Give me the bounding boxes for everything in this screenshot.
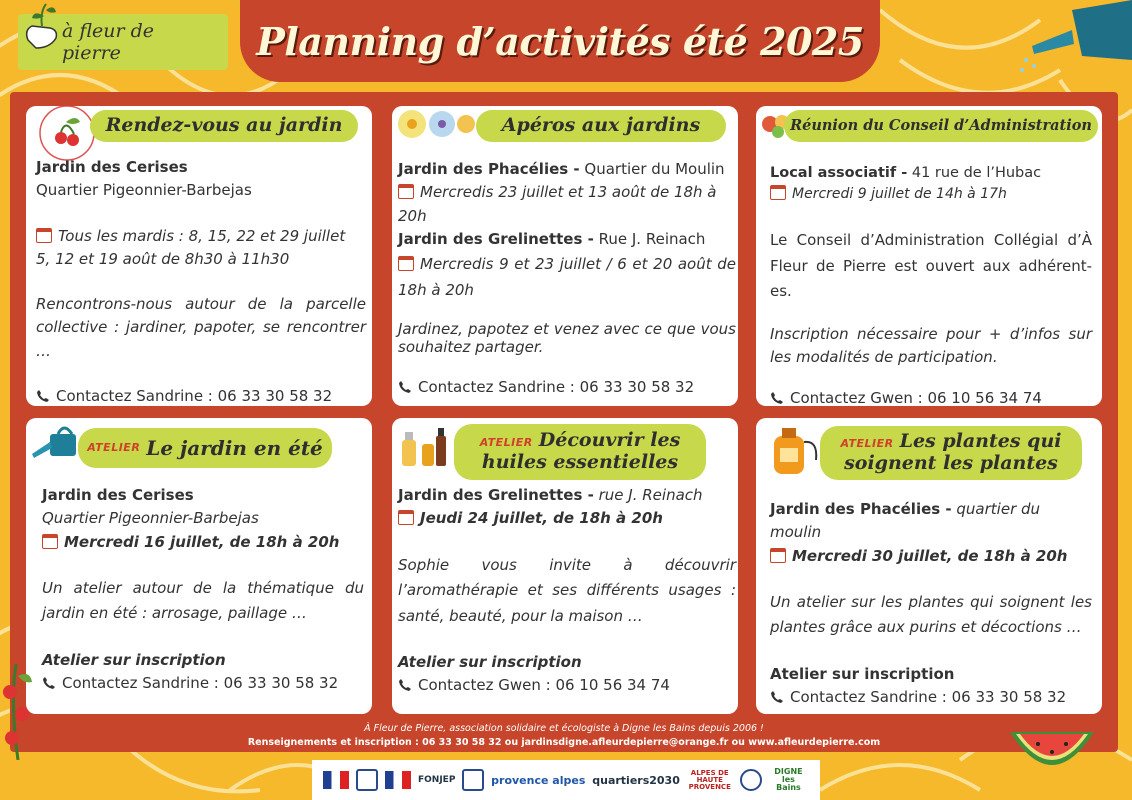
- contact-info: Contactez Sandrine : 06 33 30 58 32: [56, 386, 333, 405]
- title-band: [240, 0, 880, 82]
- footer-contact: Renseignements et inscription : 06 33 30 58 32 ou jardinsdigne.afleurdepierre@orange.fr ou www.afleurdepierre.com: [247, 736, 881, 748]
- phone-icon: [42, 676, 56, 690]
- snowflake-logo: [356, 769, 378, 791]
- calendar-icon: [42, 534, 58, 549]
- card-title-text-line2: huiles essentielles: [481, 451, 679, 473]
- contact-info: Contactez Gwen : 06 10 56 34 74: [418, 676, 670, 695]
- card-body: [42, 484, 364, 695]
- footer: [10, 722, 1118, 750]
- flowers-icon: [396, 108, 476, 142]
- card-plantes: [756, 418, 1102, 714]
- card-title: [820, 426, 1082, 480]
- sponsor-logo: [462, 769, 484, 791]
- event-dates-continued: 5, 12 et 19 août de 8h30 à 11h30: [36, 249, 290, 268]
- sponsor-circle-logo: [740, 769, 762, 791]
- place-area: Quartier du Moulin: [579, 160, 725, 178]
- card-body: [36, 156, 366, 406]
- event-description: Rencontrons-nous autour de la parcelle collective : jardiner, papoter, se rencontrer …: [36, 295, 366, 360]
- phone-icon: [770, 391, 784, 405]
- contact-info: Contactez Sandrine : 06 33 30 58 32: [790, 688, 1067, 706]
- cherry-garden-logo-icon: [38, 106, 96, 162]
- card-title-text: Les plantes qui: [899, 430, 1062, 453]
- card-rendez-vous: [26, 106, 372, 406]
- card-huiles: [392, 418, 738, 714]
- card-title: [78, 428, 332, 468]
- card-title: [454, 424, 706, 480]
- card-body: [398, 158, 736, 399]
- event-description: Le Conseil d’Administration Collégial d’À Fleur de Pierre est ouvert aux adhérent-es.: [770, 231, 1092, 301]
- card-title-text: Le jardin en été: [146, 435, 323, 460]
- place-area: Rue J. Reinach: [593, 229, 706, 248]
- sponsor-digne: DIGNE les Bains: [774, 767, 803, 792]
- place-area: Quartier Pigeonnier-Barbejas: [36, 181, 252, 200]
- event-dates: Tous les mardis : 8, 15, 22 et 29 juillet: [58, 226, 346, 245]
- event-dates: Mercredis 9 et 23 juillet / 6 et 20 août de 18h à 20h: [398, 255, 736, 300]
- event-description: Jardinez, papotez et venez avec ce que vous souhaitez partager.: [398, 319, 736, 356]
- registration-note: Atelier sur inscription: [770, 664, 955, 683]
- atelier-tag: ATELIER: [840, 437, 894, 451]
- event-dates: Jeudi 24 juillet, de 18h à 20h: [420, 509, 663, 528]
- calendar-icon: [770, 548, 786, 563]
- footer-tagline: À Fleur de Pierre, association solidaire et écologiste à Digne les Bains depuis 2006 !: [364, 723, 764, 734]
- card-title: Apéros aux jardins: [476, 110, 726, 142]
- card-body: [770, 162, 1092, 406]
- calendar-icon: [398, 256, 414, 271]
- watering-can-icon: [1012, 0, 1132, 80]
- hand-plant-icon: [20, 0, 66, 54]
- event-dates: Mercredis 23 juillet et 13 août de 18h à 20h: [398, 183, 717, 225]
- phone-icon: [398, 678, 412, 692]
- contact-info: Contactez Sandrine : 06 33 30 58 32: [62, 674, 339, 692]
- event-dates: Mercredi 16 juillet, de 18h à 20h: [64, 532, 340, 551]
- sponsor-logos: [312, 760, 820, 800]
- place-area: rue J. Reinach: [593, 486, 703, 504]
- event-description: Un atelier sur les plantes qui soignent les plantes grâce aux purins et décoctions …: [770, 592, 1092, 637]
- card-title: Réunion du Conseil d’Administration: [784, 110, 1098, 142]
- contact-info: Contactez Gwen : 06 10 56 34 74: [790, 389, 1042, 406]
- card-body: [770, 498, 1092, 709]
- event-description: Sophie vous invite à découvrir l’aromathérapie et ses différents usages : santé, beauté, pour la maison …: [398, 555, 736, 625]
- place-area: 41 rue de l’Hubac: [907, 165, 1042, 181]
- sponsor-quartiers2030: quartiers2030: [592, 773, 680, 787]
- card-title-text: Découvrir les: [538, 429, 681, 452]
- place-name: Jardin des Phacélies -: [770, 500, 952, 518]
- place-area: quartier du moulin: [770, 500, 1041, 542]
- registration-note: Atelier sur inscription: [42, 650, 226, 669]
- republic-flag-logo: [323, 771, 349, 789]
- card-jardin-ete: [26, 418, 372, 714]
- place-name: Jardin des Grelinettes -: [398, 486, 594, 504]
- logo-text: à fleur de pierre: [62, 20, 155, 64]
- essential-oil-bottles-icon: [396, 422, 452, 472]
- watermelon-icon: [1008, 728, 1096, 778]
- watering-can-icon: [28, 420, 82, 464]
- place-name: Jardin des Cerises: [42, 486, 194, 504]
- calendar-icon: [398, 510, 414, 525]
- card-title: Rendez-vous au jardin: [90, 110, 358, 142]
- place-name: Local associatif -: [770, 165, 908, 181]
- card-reunion: [756, 106, 1102, 406]
- place-area: Quartier Pigeonnier-Barbejas: [42, 509, 259, 528]
- contact-info: Contactez Sandrine : 06 33 30 58 32: [418, 377, 695, 396]
- logo-badge: [18, 14, 228, 70]
- phone-icon: [770, 690, 784, 704]
- logo: [18, 12, 228, 72]
- sponsor-fonjep: FONJEP: [418, 774, 456, 785]
- registration-note: Atelier sur inscription: [398, 653, 582, 671]
- event-dates: Mercredi 9 juillet de 14h à 17h: [792, 186, 1007, 203]
- calendar-icon: [770, 185, 786, 200]
- phone-icon: [36, 389, 50, 403]
- prefecture-logo: [385, 771, 411, 789]
- card-title-text-line2: soignent les plantes: [844, 452, 1058, 474]
- sprayer-icon: [766, 420, 822, 478]
- sponsor-provence-alpes: provence alpes: [491, 773, 586, 787]
- event-note: Inscription nécessaire pour + d’infos sur les modalités de participation.: [770, 324, 1092, 366]
- place-name: Jardin des Phacélies -: [398, 160, 580, 178]
- atelier-tag: ATELIER: [87, 440, 141, 454]
- phone-icon: [398, 380, 412, 394]
- page-title: Planning d’activités été 2025: [256, 18, 864, 64]
- calendar-icon: [36, 228, 52, 243]
- tomato-plant-icon: [0, 664, 34, 760]
- event-dates: Mercredi 30 juillet, de 18h à 20h: [792, 546, 1068, 565]
- card-body: [398, 484, 736, 698]
- calendar-icon: [398, 184, 414, 199]
- place-name: Jardin des Grelinettes -: [398, 229, 594, 248]
- place-name: Jardin des Cerises: [36, 158, 188, 176]
- card-aperos: [392, 106, 738, 406]
- event-description: Un atelier autour de la thématique du jardin en été : arrosage, paillage …: [42, 578, 364, 623]
- sponsor-alpes-haute-provence: ALPES DE HAUTE PROVENCE: [688, 768, 731, 791]
- atelier-tag: ATELIER: [479, 436, 533, 450]
